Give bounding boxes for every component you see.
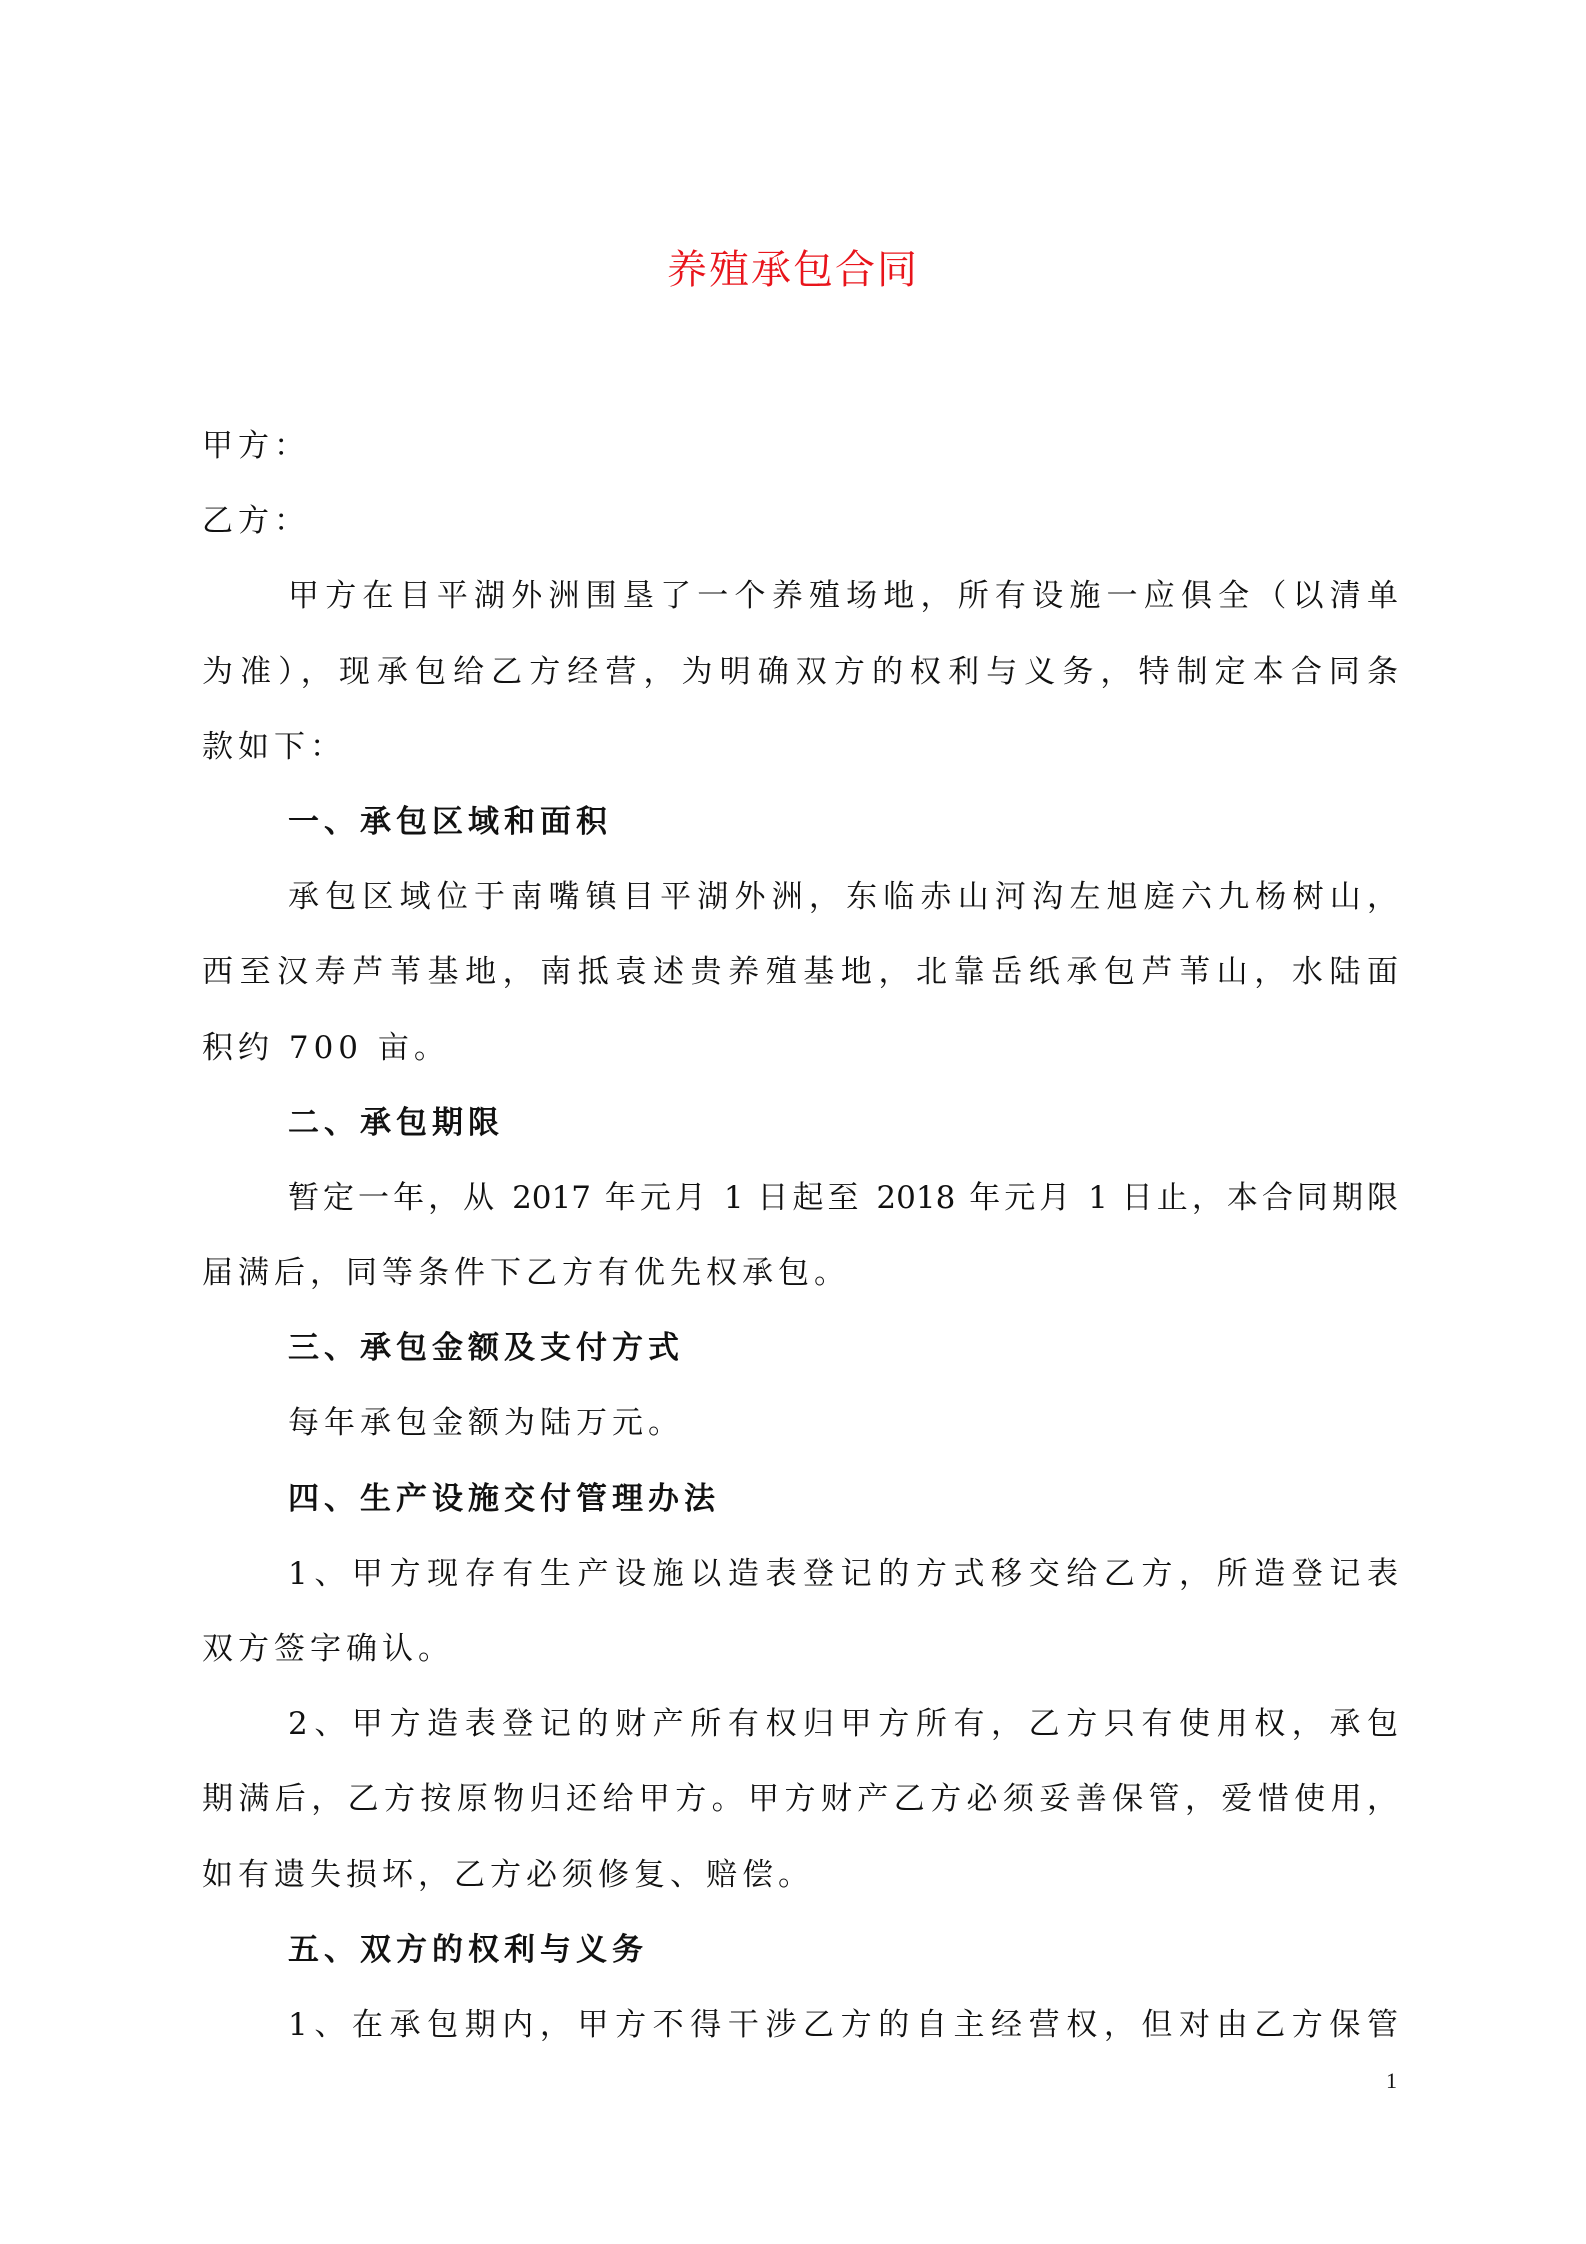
page-number: 1 [1386, 2068, 1397, 2093]
text-line: 届满后，同等条件下乙方有优先权承包。 [202, 1255, 850, 1292]
text-line: 每年承包金额为陆万元。 [288, 1405, 684, 1442]
section-heading: 一、承包区域和面积 [288, 803, 612, 840]
text-line: 1、在承包期内，甲方不得干涉乙方的自主经营权，但对由乙方保管 [288, 2006, 1398, 2043]
text-line: 为准），现承包给乙方经营，为明确双方的权利与义务，特制定本合同条 [202, 653, 1398, 690]
text-line: 积约 700 亩。 [202, 1029, 450, 1066]
text-line: 如有遗失损坏，乙方必须修复、赔偿。 [202, 1856, 814, 1893]
text-line: 乙方： [202, 503, 310, 540]
text-line: 暂定一年，从 2017 年元月 1 日起至 2018 年元月 1 日止，本合同期限 [288, 1179, 1398, 1216]
text-line: 西至汉寿芦苇基地，南抵袁述贵养殖基地，北靠岳纸承包芦苇山，水陆面 [202, 954, 1398, 991]
text-line: 双方签字确认。 [202, 1631, 454, 1667]
document-title: 养殖承包合同 [667, 247, 919, 293]
section-heading: 五、双方的权利与义务 [288, 1931, 648, 1968]
section-heading: 四、生产设施交付管理办法 [288, 1480, 720, 1517]
text-line: 期满后，乙方按原物归还给甲方。甲方财产乙方必须妥善保管，爱惜使用， [202, 1781, 1398, 1818]
document-body [202, 409, 1398, 2063]
text-line: 2、甲方造表登记的财产所有权归甲方所有，乙方只有使用权，承包 [288, 1706, 1398, 1743]
text-line: 1、甲方现存有生产设施以造表登记的方式移交给乙方，所造登记表 [288, 1555, 1398, 1592]
section-heading: 二、承包期限 [288, 1104, 504, 1141]
section-heading: 三、承包金额及支付方式 [288, 1330, 684, 1367]
text-line: 承包区域位于南嘴镇目平湖外洲，东临赤山河沟左旭庭六九杨树山， [288, 879, 1398, 916]
text-line: 甲方： [202, 428, 310, 464]
text-line: 款如下： [202, 728, 346, 765]
text-line: 甲方在目平湖外洲围垦了一个养殖场地，所有设施一应俱全（以清单 [288, 578, 1398, 615]
